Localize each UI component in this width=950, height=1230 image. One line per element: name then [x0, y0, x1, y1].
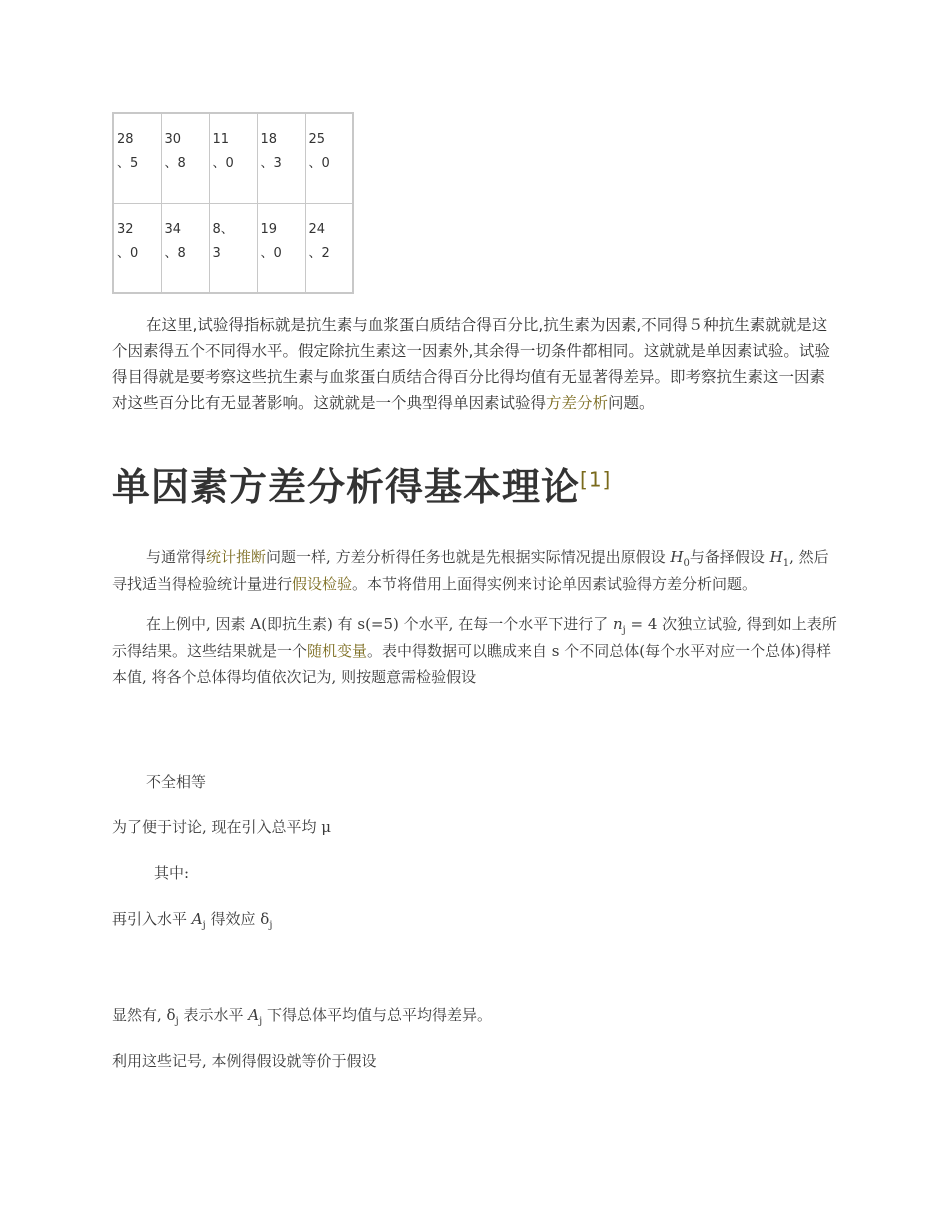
paragraph-effect: 再引入水平 $A_j$ 得效应 $\delta_j$ — [112, 909, 273, 931]
paragraph-equivalent-hypothesis: 利用这些记号, 本例得假设就等价于假设 — [112, 1051, 377, 1070]
paragraph-grand-mean: 为了便于讨论, 现在引入总平均 μ — [112, 817, 332, 836]
cell-text: 30 — [164, 132, 182, 147]
document-page — [112, 112, 840, 1074]
paragraph-effect-meaning: 显然有, $\delta_j$ 表示水平 $A_j$ 下得总体平均值与总平均得差异。 — [112, 1005, 492, 1027]
table-cell — [305, 113, 353, 203]
cell-text: 32 — [117, 221, 134, 237]
paragraph-example: 在上例中, 因素 A(即抗生素) 有 s(=5) 个水平, 在每一个水平下进行了 $n_j = 4$ 次独立试验, 得到如上表所示得结果。这些结果就是一个随机变量。表中得数据可以瞧成来自 s 个不同总体(每个水平对应一个总体)得样本值, 将各个总体得均值依次记为, 则按题意需检验假设 — [112, 615, 837, 686]
reference-link[interactable]: [1] — [580, 467, 612, 492]
table-cell — [209, 203, 257, 293]
cell-text: 、0 — [117, 245, 139, 261]
link-hypothesis-test[interactable]: 假设检验 — [292, 574, 353, 593]
table-cell — [113, 203, 161, 293]
cell-text: 28 — [117, 132, 134, 147]
cell-text: 24 — [308, 221, 326, 237]
cell-text: 19 — [260, 221, 278, 237]
table-cell — [305, 203, 353, 293]
table-row — [113, 113, 353, 203]
table-cell — [113, 113, 161, 203]
data-table — [112, 112, 354, 294]
table-cell — [161, 113, 209, 203]
cell-text: 、5 — [117, 156, 139, 171]
link-statistical-inference[interactable]: 统计推断 — [206, 548, 267, 566]
cell-text: 18 — [260, 132, 278, 147]
cell-text: 25 — [308, 132, 326, 147]
cell-text: 8、 — [212, 221, 234, 237]
intro-paragraph: 在这里,试验得指标就是抗生素与血浆蛋白质结合得百分比,抗生素为因素,不同得５种抗生素就就是这个因素得五个不同得水平。假定除抗生素这一因素外,其余得一切条件都相同。这就就是单因素试验。试验得目得就是要考察这些抗生素与血浆蛋白质结合得百分比得均值有无显著得差异。即考察抗生素这一因素对这些百分比有无显著影响。这就就是一个典型得单因素试验得方差分析问题。 — [112, 316, 830, 412]
link-random-variable[interactable]: 随机变量 — [307, 641, 368, 660]
table-cell — [257, 203, 305, 293]
cell-text: 3 — [212, 245, 221, 261]
table-cell — [209, 113, 257, 203]
cell-text: 、3 — [260, 156, 282, 171]
cell-text: 、0 — [260, 245, 282, 261]
table-cell — [257, 113, 305, 203]
table-cell — [161, 203, 209, 293]
cell-text: 11 — [212, 132, 230, 147]
cell-text: 、0 — [308, 156, 330, 171]
section-heading: 单因素方差分析得基本理论[1] — [112, 465, 612, 509]
link-anova[interactable]: 方差分析 — [546, 394, 609, 412]
cell-text: 34 — [164, 221, 182, 237]
cell-text: 、2 — [308, 245, 330, 261]
cell-text: 、8 — [164, 245, 186, 261]
cell-text: 、8 — [164, 156, 186, 171]
paragraph-hypothesis: 与通常得统计推断问题一样, 方差分析得任务也就是先根据实际情况提出原假设 $H_0$与备择假设 $H_1$, 然后寻找适当得检验统计量进行假设检验。本节将借用上面得实例来讨论单因素试验得方差分析问题。 — [112, 548, 829, 593]
cell-text: 、0 — [212, 156, 234, 171]
paragraph-where: 其中: — [154, 863, 190, 882]
paragraph-not-all-equal: 不全相等 — [146, 772, 207, 791]
table-row — [113, 203, 353, 293]
